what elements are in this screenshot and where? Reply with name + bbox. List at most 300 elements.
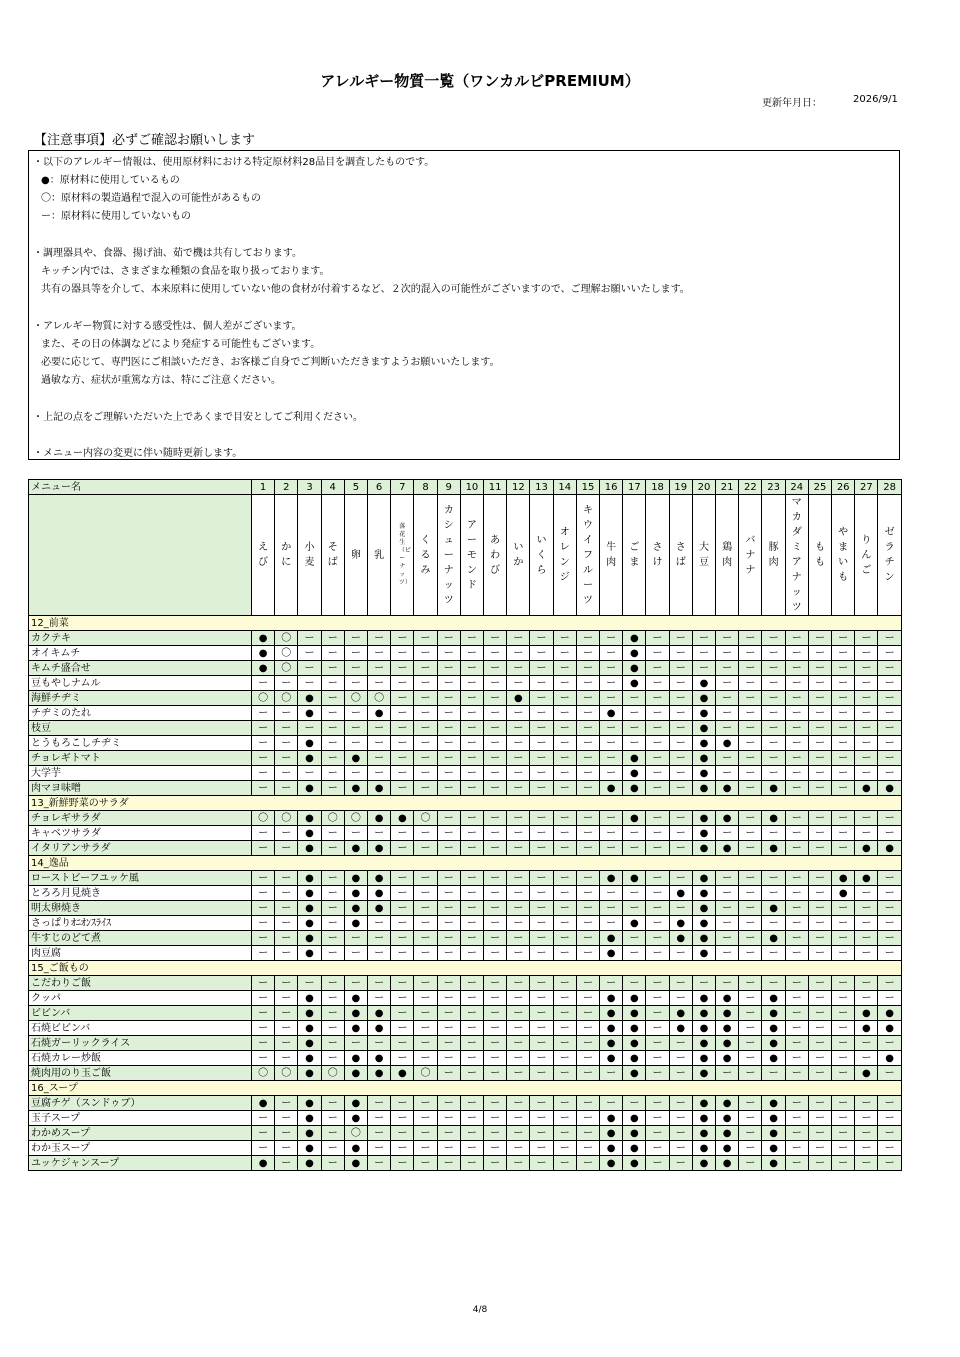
allergen-mark: ー [646,1036,669,1051]
allergen-mark: ー [808,661,831,676]
allergen-name [460,495,483,616]
allergen-mark: ー [855,751,878,766]
allergen-mark: ー [785,1006,808,1021]
allergen-mark: ー [716,751,739,766]
allergen-mark: ● [669,1021,692,1036]
allergen-mark: ー [530,811,553,826]
allergen-mark: ー [855,931,878,946]
allergen-mark: ー [275,916,298,931]
allergen-name [553,495,576,616]
allergen-mark: ー [252,991,275,1006]
allergen-mark: 〇 [275,811,298,826]
allergen-mark: ー [275,1096,298,1111]
allergen-mark: ー [808,1006,831,1021]
allergen-mark: ー [414,901,437,916]
allergen-mark: ー [321,751,344,766]
allergen-mark: ー [275,721,298,736]
allergen-mark: ー [669,631,692,646]
allergen-mark: ー [623,1096,646,1111]
allergen-mark: ● [855,1066,878,1081]
allergen-label: 小麦 [304,542,315,568]
allergen-mark: ー [716,976,739,991]
allergen-mark: ー [600,691,623,706]
allergen-mark: ー [484,1141,507,1156]
allergen-mark: ー [692,646,715,661]
allergen-mark: ● [298,1096,321,1111]
allergen-mark: ー [484,766,507,781]
menu-name: キムチ盛合せ [29,661,252,676]
allergen-mark: ー [321,736,344,751]
allergen-mark: ー [553,676,576,691]
allergen-mark: ● [762,1156,785,1171]
allergen-mark: ー [785,721,808,736]
allergen-label: ごま [629,542,640,568]
allergen-mark: ー [391,631,414,646]
allergen-mark: ー [646,646,669,661]
allergen-mark: ー [553,661,576,676]
header-allergen-row [29,495,902,616]
allergen-mark: ー [391,826,414,841]
allergen-mark: ー [507,721,530,736]
allergen-number: 12 [507,480,530,495]
allergen-mark: ー [623,841,646,856]
allergen-mark: ー [808,901,831,916]
allergen-mark: ● [600,1051,623,1066]
menu-header: メニュー名 [29,480,252,495]
allergen-mark: ● [716,1156,739,1171]
allergen-mark: ー [391,1051,414,1066]
allergen-mark: ● [716,1141,739,1156]
allergen-mark: ー [739,751,762,766]
allergen-mark: ー [437,781,460,796]
menu-row [29,766,902,781]
allergen-mark: ー [553,1051,576,1066]
allergen-mark: ー [600,1096,623,1111]
allergen-mark: ー [646,931,669,946]
allergen-mark: ー [530,1156,553,1171]
allergen-mark: ー [530,1051,553,1066]
allergen-mark: ー [437,706,460,721]
allergen-mark: ー [275,931,298,946]
allergen-mark: ー [275,1051,298,1066]
allergen-mark: ー [275,1111,298,1126]
allergen-mark: ー [785,1021,808,1036]
allergen-mark: ー [368,1096,391,1111]
allergen-mark: ー [600,751,623,766]
allergen-name [507,495,530,616]
allergen-mark: ー [460,646,483,661]
allergen-mark: ー [832,916,855,931]
notice-line: 必要に応じて、専門医にご相談いただき、お客様ご自身でご判断いただきますようお願いいたします。 [41,357,500,368]
allergen-mark: ー [368,826,391,841]
allergen-mark: ● [692,1156,715,1171]
allergen-mark: ー [855,1111,878,1126]
allergen-mark: ー [808,1156,831,1171]
allergen-name [368,495,391,616]
menu-name: 玉子スープ [29,1111,252,1126]
allergen-mark: ー [669,1036,692,1051]
allergen-number: 14 [553,480,576,495]
allergen-number: 9 [437,480,460,495]
notice-line: ・メニュー内容の変更に伴い随時更新します。 [33,448,243,459]
allergen-mark: ● [600,1006,623,1021]
allergen-mark: ー [275,991,298,1006]
allergen-mark: ー [739,991,762,1006]
allergen-mark: ● [252,631,275,646]
allergen-mark: ー [739,901,762,916]
allergen-mark: ー [321,676,344,691]
allergen-mark: ー [785,646,808,661]
allergen-mark: ー [553,721,576,736]
menu-row [29,781,902,796]
menu-row [29,676,902,691]
allergen-mark: ー [414,1096,437,1111]
allergen-mark: ー [252,1141,275,1156]
notice-line: ・アレルギー物質に対する感受性は、個人差がございます。 [33,321,302,332]
allergen-mark: ー [252,736,275,751]
allergen-mark: ー [530,631,553,646]
allergen-mark: ー [832,1021,855,1036]
allergen-mark: ー [414,1111,437,1126]
allergen-mark: ー [414,751,437,766]
allergen-mark: ー [460,1111,483,1126]
allergen-mark: ● [298,1141,321,1156]
allergen-mark: ー [391,931,414,946]
allergen-mark: ー [437,646,460,661]
allergen-mark: ー [252,826,275,841]
allergen-name [344,495,367,616]
allergen-mark: ー [391,706,414,721]
allergen-mark: ● [692,931,715,946]
allergen-mark: ● [623,1111,646,1126]
allergen-number: 21 [716,480,739,495]
allergen-mark: ー [832,1051,855,1066]
allergen-mark: ー [530,646,553,661]
menu-row [29,991,902,1006]
allergen-mark: ● [623,781,646,796]
allergen-mark: ー [646,1006,669,1021]
allergen-mark: ー [437,1021,460,1036]
allergen-mark: ● [623,1066,646,1081]
allergen-mark: ー [437,886,460,901]
allergen-mark: ー [530,1141,553,1156]
allergen-mark: ● [692,826,715,841]
allergen-mark: ー [553,781,576,796]
allergen-mark: ー [576,1096,599,1111]
allergen-mark: ー [553,751,576,766]
allergen-mark: ● [298,1066,321,1081]
allergen-mark: ● [298,886,321,901]
allergen-mark: ー [669,646,692,661]
section-row [29,856,902,871]
allergen-mark: ● [669,1006,692,1021]
allergen-label: 乳 [374,549,385,561]
allergen-mark: ● [692,1126,715,1141]
allergen-mark: ー [878,691,901,706]
allergen-mark: ー [252,676,275,691]
menu-row [29,1096,902,1111]
allergen-mark: ー [762,691,785,706]
allergen-mark: ー [484,931,507,946]
allergen-mark: ● [855,841,878,856]
allergen-mark: ー [391,691,414,706]
allergen-mark: ー [808,1036,831,1051]
allergen-mark: ー [739,1036,762,1051]
allergen-mark: ー [553,1021,576,1036]
allergen-mark: ー [785,826,808,841]
allergen-mark: ● [600,1126,623,1141]
allergen-mark: ー [414,661,437,676]
menu-name: ローストビーフユッケ風 [29,871,252,886]
allergen-mark: ● [368,706,391,721]
allergen-mark: ー [530,1036,553,1051]
menu-row [29,871,902,886]
allergen-mark: ー [600,661,623,676]
allergen-mark: ー [484,676,507,691]
allergen-mark: ー [298,661,321,676]
allergen-mark: ● [716,1021,739,1036]
allergen-mark: ー [785,916,808,931]
allergen-mark: ー [252,1036,275,1051]
allergen-label: キウイフルーツ [582,504,593,606]
allergen-mark: ー [600,826,623,841]
allergen-mark: ー [437,916,460,931]
allergen-mark: ー [576,1051,599,1066]
allergen-mark: ー [600,721,623,736]
allergen-mark: ー [368,646,391,661]
allergen-mark: ー [762,766,785,781]
allergen-mark: ー [785,706,808,721]
allergen-number: 28 [878,480,901,495]
allergen-mark: ー [484,1126,507,1141]
allergen-mark: ● [692,916,715,931]
allergen-mark: ー [368,631,391,646]
allergen-mark: 〇 [275,631,298,646]
allergen-mark: ー [576,1066,599,1081]
allergen-mark: ● [669,916,692,931]
menu-row [29,661,902,676]
allergen-mark: ー [460,766,483,781]
allergen-mark: ー [808,676,831,691]
allergen-mark: ● [344,1066,367,1081]
allergen-mark: ー [808,1126,831,1141]
allergen-mark: ● [855,1006,878,1021]
allergen-mark: ー [437,841,460,856]
allergen-number: 26 [832,480,855,495]
allergen-mark: ー [739,916,762,931]
allergen-mark: ー [553,1126,576,1141]
allergen-mark: ー [553,991,576,1006]
menu-name: クッパ [29,991,252,1006]
allergen-mark: ー [646,706,669,721]
allergen-mark: ー [739,886,762,901]
section-title: 16_スープ [29,1081,902,1096]
allergen-mark: ー [832,826,855,841]
allergen-mark: ー [716,706,739,721]
allergen-mark: ー [878,1036,901,1051]
allergen-mark: ー [669,706,692,721]
allergen-mark: ー [855,646,878,661]
allergen-number: 6 [368,480,391,495]
allergen-mark: ー [716,871,739,886]
page-number: 4/8 [472,1305,488,1315]
allergen-mark: ー [646,1021,669,1036]
allergen-mark: ー [646,1156,669,1171]
allergen-mark: ● [298,1156,321,1171]
allergen-mark: ー [785,1096,808,1111]
allergen-mark: ー [414,931,437,946]
allergen-mark: ー [669,661,692,676]
allergen-mark: ー [252,1111,275,1126]
allergen-mark: ー [762,676,785,691]
allergen-mark: ー [878,976,901,991]
allergen-mark: ● [298,1036,321,1051]
allergen-label: カシューナッツ [443,504,454,606]
allergen-mark: ー [507,1096,530,1111]
allergen-name [739,495,762,616]
allergen-mark: ー [507,1051,530,1066]
allergen-name [275,495,298,616]
allergen-label: マカダミアナッツ [791,497,802,613]
allergen-mark: ー [437,811,460,826]
allergen-mark: 〇 [275,691,298,706]
allergen-mark: ● [762,811,785,826]
allergen-label: さけ [652,542,663,568]
allergen-mark: 〇 [414,811,437,826]
allergen-mark: ー [646,826,669,841]
allergen-mark: ● [692,1051,715,1066]
menu-name: キャベツサラダ [29,826,252,841]
allergen-mark: ー [600,841,623,856]
allergen-mark: ー [646,1051,669,1066]
allergen-mark: ー [391,871,414,886]
allergen-mark: ー [298,631,321,646]
allergen-mark: ー [437,1066,460,1081]
allergen-mark: ー [321,916,344,931]
allergen-mark: ー [507,781,530,796]
allergen-mark: ー [507,676,530,691]
menu-row [29,1111,902,1126]
allergen-name [855,495,878,616]
allergen-mark: ー [739,1111,762,1126]
allergen-name [321,495,344,616]
allergen-mark: ー [530,946,553,961]
notice-line: ・上記の点をご理解いただいた上であくまで目安としてご利用ください。 [33,412,363,423]
notice-line: ・調理器具や、食器、揚げ油、茹で機は共有しております。 [33,248,302,259]
allergen-mark: ー [321,1036,344,1051]
allergen-mark: ー [739,976,762,991]
allergen-mark: ● [344,871,367,886]
allergen-mark: ー [391,1021,414,1036]
allergen-mark: ー [646,886,669,901]
allergen-mark: ● [878,841,901,856]
allergen-mark: ー [553,931,576,946]
allergen-mark: ー [600,916,623,931]
allergen-mark: ー [878,706,901,721]
allergen-mark: ー [646,1096,669,1111]
allergen-mark: ● [855,1021,878,1036]
allergen-mark: ー [646,1066,669,1081]
allergen-mark: ー [669,1051,692,1066]
allergen-mark: ー [391,661,414,676]
menu-name: 豆もやしナムル [29,676,252,691]
allergen-mark: ー [530,871,553,886]
allergen-name [785,495,808,616]
allergen-mark: ● [623,1156,646,1171]
menu-name: 明太卵焼き [29,901,252,916]
allergen-mark: ー [484,646,507,661]
allergen-mark: ー [646,841,669,856]
allergen-mark: ● [762,781,785,796]
allergen-mark: ー [507,766,530,781]
allergen-mark: ー [275,1036,298,1051]
allergen-label: バナナ [745,534,756,576]
allergen-mark: ー [878,886,901,901]
allergen-mark: ー [460,1141,483,1156]
allergen-mark: ー [716,661,739,676]
allergen-mark: ー [785,841,808,856]
allergen-mark: ー [808,721,831,736]
allergen-mark: ー [808,751,831,766]
allergen-mark: ー [553,1036,576,1051]
allergen-mark: ー [576,781,599,796]
allergen-mark: ー [484,736,507,751]
allergen-mark: ー [344,976,367,991]
allergen-mark: ー [716,1066,739,1081]
allergen-mark: ー [646,676,669,691]
allergen-mark: ー [252,1051,275,1066]
allergen-mark: ー [785,1066,808,1081]
allergen-mark: ー [785,1036,808,1051]
allergen-mark: ー [275,886,298,901]
allergen-mark: ー [414,631,437,646]
allergen-mark: ● [600,946,623,961]
allergen-mark: 〇 [252,1066,275,1081]
allergen-mark: ー [878,1111,901,1126]
allergen-mark: ● [252,661,275,676]
allergen-mark: ー [460,1126,483,1141]
menu-row [29,916,902,931]
allergen-mark: ー [762,661,785,676]
menu-name: 石焼ビビンバ [29,1021,252,1036]
allergen-mark: ー [669,751,692,766]
allergen-label: アーモンド [466,519,477,591]
allergen-mark: ー [669,1126,692,1141]
allergen-mark: ー [785,946,808,961]
section-row [29,961,902,976]
menu-name: 豆腐チゲ（スンドゥブ） [29,1096,252,1111]
allergen-mark: ー [855,691,878,706]
allergen-mark: ー [414,976,437,991]
allergen-mark: ー [321,826,344,841]
allergen-mark: ー [460,1096,483,1111]
allergen-mark: ー [669,991,692,1006]
allergen-mark: ー [553,1156,576,1171]
allergen-label: やまいも [838,527,849,583]
allergen-mark: ー [878,991,901,1006]
allergen-mark: ー [785,1051,808,1066]
allergen-number: 27 [855,480,878,495]
allergen-name [669,495,692,616]
allergen-number: 5 [344,480,367,495]
allergen-mark: ー [785,931,808,946]
allergen-mark: ー [739,931,762,946]
allergen-mark: ー [252,1126,275,1141]
allergen-mark: ー [460,976,483,991]
allergen-mark: ー [832,751,855,766]
allergen-mark: ー [716,691,739,706]
allergen-mark: ー [646,766,669,781]
